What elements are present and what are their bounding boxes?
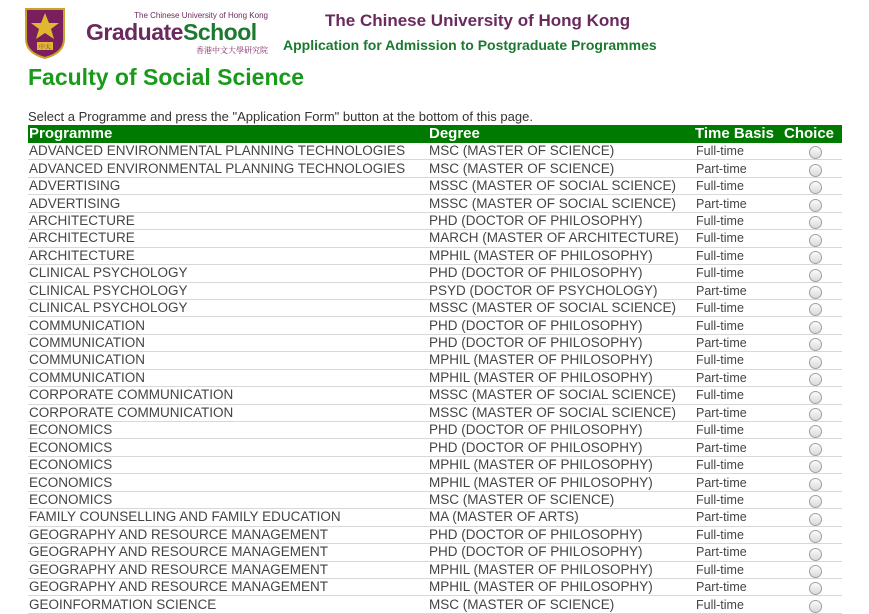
programme-cell: FAMILY COUNSELLING AND FAMILY EDUCATION — [28, 509, 428, 526]
table-row — [28, 160, 842, 177]
logo-main-text-school: School — [182, 19, 257, 45]
programme-cell: CLINICAL PSYCHOLOGY — [28, 299, 428, 316]
choice-cell — [783, 317, 842, 334]
choice-cell — [783, 177, 842, 194]
table-row — [28, 317, 842, 334]
programme-choice-radio[interactable] — [809, 286, 822, 299]
table-row — [28, 352, 842, 369]
choice-cell — [783, 265, 842, 282]
programme-choice-radio[interactable] — [809, 408, 822, 421]
instruction-text: Select a Programme and press the "Application Form" button at the bottom of this page. — [28, 109, 533, 124]
programme-cell: ECONOMICS — [28, 474, 428, 491]
table-row — [28, 544, 842, 561]
table-header-row — [28, 125, 842, 143]
choice-cell — [783, 456, 842, 473]
programme-cell: GEOGRAPHY AND RESOURCE MANAGEMENT — [28, 561, 428, 578]
programme-choice-radio[interactable] — [809, 460, 822, 473]
table-body — [28, 143, 842, 613]
choice-cell — [783, 160, 842, 177]
table-row — [28, 509, 842, 526]
programme-choice-radio[interactable] — [809, 530, 822, 543]
choice-cell — [783, 404, 842, 421]
programme-choice-radio[interactable] — [809, 391, 822, 404]
programme-cell: CLINICAL PSYCHOLOGY — [28, 282, 428, 299]
choice-cell — [783, 561, 842, 578]
choice-cell — [783, 334, 842, 351]
table-row — [28, 491, 842, 508]
degree-cell: MSSC (MASTER OF SOCIAL SCIENCE) — [428, 195, 694, 212]
time-basis-cell: Full-time — [694, 526, 783, 543]
programme-cell: COMMUNICATION — [28, 369, 428, 386]
svg-text:GraduateSchool — [86, 19, 257, 45]
programme-choice-radio[interactable] — [809, 373, 822, 386]
time-basis-cell: Part-time — [694, 544, 783, 561]
programme-choice-radio[interactable] — [809, 600, 822, 613]
degree-cell: MSSC (MASTER OF SOCIAL SCIENCE) — [428, 299, 694, 316]
programme-choice-radio[interactable] — [809, 303, 822, 316]
programme-choice-radio[interactable] — [809, 478, 822, 491]
degree-cell: PHD (DOCTOR OF PHILOSOPHY) — [428, 439, 694, 456]
choice-cell — [783, 578, 842, 595]
time-basis-cell: Part-time — [694, 474, 783, 491]
logo-chinese-text: 香港中文大學研究院 — [196, 46, 268, 55]
programme-cell: ADVERTISING — [28, 177, 428, 194]
time-basis-cell: Full-time — [694, 456, 783, 473]
programme-table — [28, 125, 842, 614]
programme-choice-radio[interactable] — [809, 181, 822, 194]
programme-cell: CLINICAL PSYCHOLOGY — [28, 265, 428, 282]
programme-cell: ADVANCED ENVIRONMENTAL PLANNING TECHNOLOGIES — [28, 143, 428, 160]
programme-cell: GEOGRAPHY AND RESOURCE MANAGEMENT — [28, 578, 428, 595]
choice-cell — [783, 282, 842, 299]
logo-main-text-graduate: Graduate — [86, 19, 183, 45]
programme-choice-radio[interactable] — [809, 321, 822, 334]
choice-cell — [783, 369, 842, 386]
time-basis-cell: Full-time — [694, 596, 783, 613]
degree-cell: MPHIL (MASTER OF PHILOSOPHY) — [428, 456, 694, 473]
choice-cell — [783, 212, 842, 229]
table-row — [28, 177, 842, 194]
choice-cell — [783, 544, 842, 561]
choice-cell — [783, 439, 842, 456]
time-basis-cell: Full-time — [694, 561, 783, 578]
time-basis-cell: Part-time — [694, 282, 783, 299]
degree-cell: MPHIL (MASTER OF PHILOSOPHY) — [428, 578, 694, 595]
time-basis-cell: Full-time — [694, 247, 783, 264]
table-row — [28, 195, 842, 212]
degree-cell: PHD (DOCTOR OF PHILOSOPHY) — [428, 544, 694, 561]
degree-cell: MSC (MASTER OF SCIENCE) — [428, 596, 694, 613]
table-row — [28, 282, 842, 299]
choice-cell — [783, 474, 842, 491]
choice-cell — [783, 195, 842, 212]
programme-cell: ARCHITECTURE — [28, 247, 428, 264]
programme-choice-radio[interactable] — [809, 164, 822, 177]
table-row — [28, 456, 842, 473]
column-header-degree: Degree — [428, 125, 694, 143]
table-row — [28, 387, 842, 404]
table-row — [28, 143, 842, 160]
degree-cell: PSYD (DOCTOR OF PSYCHOLOGY) — [428, 282, 694, 299]
programme-cell: ADVERTISING — [28, 195, 428, 212]
degree-cell: MPHIL (MASTER OF PHILOSOPHY) — [428, 247, 694, 264]
programme-choice-radio[interactable] — [809, 548, 822, 561]
programme-cell: ARCHITECTURE — [28, 212, 428, 229]
programme-cell: ECONOMICS — [28, 491, 428, 508]
programme-choice-radio[interactable] — [809, 338, 822, 351]
choice-cell — [783, 352, 842, 369]
column-header-choice: Choice — [783, 125, 842, 143]
degree-cell: MSC (MASTER OF SCIENCE) — [428, 143, 694, 160]
programme-choice-radio[interactable] — [809, 565, 822, 578]
choice-cell — [783, 299, 842, 316]
column-header-programme: Programme — [28, 125, 428, 143]
programme-choice-radio[interactable] — [809, 356, 822, 369]
degree-cell: MSC (MASTER OF SCIENCE) — [428, 160, 694, 177]
page-header — [0, 0, 869, 62]
programme-choice-radio[interactable] — [809, 443, 822, 456]
table-row — [28, 561, 842, 578]
table-row — [28, 578, 842, 595]
time-basis-cell: Full-time — [694, 387, 783, 404]
time-basis-cell: Part-time — [694, 334, 783, 351]
degree-cell: MARCH (MASTER OF ARCHITECTURE) — [428, 230, 694, 247]
table-row — [28, 422, 842, 439]
degree-cell: MPHIL (MASTER OF PHILOSOPHY) — [428, 474, 694, 491]
time-basis-cell: Full-time — [694, 143, 783, 160]
programme-choice-radio[interactable] — [809, 234, 822, 247]
time-basis-cell: Part-time — [694, 439, 783, 456]
degree-cell: MSSC (MASTER OF SOCIAL SCIENCE) — [428, 387, 694, 404]
programme-choice-radio[interactable] — [809, 269, 822, 282]
degree-cell: PHD (DOCTOR OF PHILOSOPHY) — [428, 212, 694, 229]
logo-small-text: The Chinese University of Hong Kong — [134, 11, 268, 20]
programme-cell: ECONOMICS — [28, 439, 428, 456]
table-row — [28, 474, 842, 491]
table-row — [28, 439, 842, 456]
table-row — [28, 299, 842, 316]
programme-choice-radio[interactable] — [809, 251, 822, 264]
programme-cell: COMMUNICATION — [28, 352, 428, 369]
choice-cell — [783, 230, 842, 247]
time-basis-cell: Part-time — [694, 404, 783, 421]
table-row — [28, 369, 842, 386]
choice-cell — [783, 387, 842, 404]
time-basis-cell: Full-time — [694, 265, 783, 282]
degree-cell: PHD (DOCTOR OF PHILOSOPHY) — [428, 422, 694, 439]
time-basis-cell: Part-time — [694, 578, 783, 595]
time-basis-cell: Part-time — [694, 195, 783, 212]
time-basis-cell: Full-time — [694, 317, 783, 334]
graduate-school-logo — [22, 5, 274, 59]
faculty-title: Faculty of Social Science — [28, 64, 305, 90]
svg-text:中大: 中大 — [38, 44, 52, 51]
time-basis-cell: Full-time — [694, 491, 783, 508]
programme-cell: GEOINFORMATION SCIENCE — [28, 596, 428, 613]
programme-cell: ARCHITECTURE — [28, 230, 428, 247]
degree-cell: PHD (DOCTOR OF PHILOSOPHY) — [428, 265, 694, 282]
degree-cell: MPHIL (MASTER OF PHILOSOPHY) — [428, 561, 694, 578]
time-basis-cell: Full-time — [694, 230, 783, 247]
time-basis-cell: Part-time — [694, 509, 783, 526]
cuhk-crest-icon — [26, 9, 64, 58]
choice-cell — [783, 509, 842, 526]
table-row — [28, 404, 842, 421]
programme-choice-radio[interactable] — [809, 216, 822, 229]
degree-cell: PHD (DOCTOR OF PHILOSOPHY) — [428, 526, 694, 543]
choice-cell — [783, 491, 842, 508]
programme-cell: ECONOMICS — [28, 422, 428, 439]
time-basis-cell: Full-time — [694, 212, 783, 229]
programme-cell: CORPORATE COMMUNICATION — [28, 404, 428, 421]
table-row — [28, 526, 842, 543]
programme-cell: COMMUNICATION — [28, 317, 428, 334]
degree-cell: PHD (DOCTOR OF PHILOSOPHY) — [428, 334, 694, 351]
programme-cell: ADVANCED ENVIRONMENTAL PLANNING TECHNOLOGIES — [28, 160, 428, 177]
table-row — [28, 212, 842, 229]
time-basis-cell: Full-time — [694, 352, 783, 369]
time-basis-cell: Part-time — [694, 160, 783, 177]
degree-cell: MSSC (MASTER OF SOCIAL SCIENCE) — [428, 177, 694, 194]
programme-cell: ECONOMICS — [28, 456, 428, 473]
table-row — [28, 247, 842, 264]
programme-cell: CORPORATE COMMUNICATION — [28, 387, 428, 404]
programme-cell: GEOGRAPHY AND RESOURCE MANAGEMENT — [28, 526, 428, 543]
programme-choice-radio[interactable] — [809, 513, 822, 526]
table-row — [28, 265, 842, 282]
programme-choice-radio[interactable] — [809, 582, 822, 595]
choice-cell — [783, 526, 842, 543]
university-title: The Chinese University of Hong Kong — [325, 11, 631, 30]
choice-cell — [783, 143, 842, 160]
time-basis-cell: Full-time — [694, 177, 783, 194]
degree-cell: MPHIL (MASTER OF PHILOSOPHY) — [428, 369, 694, 386]
programme-choice-radio[interactable] — [809, 199, 822, 212]
programme-cell: GEOGRAPHY AND RESOURCE MANAGEMENT — [28, 544, 428, 561]
programme-choice-radio[interactable] — [809, 495, 822, 508]
choice-cell — [783, 422, 842, 439]
application-title: Application for Admission to Postgraduate Programmes — [283, 37, 657, 53]
degree-cell: PHD (DOCTOR OF PHILOSOPHY) — [428, 317, 694, 334]
degree-cell: MA (MASTER OF ARTS) — [428, 509, 694, 526]
time-basis-cell: Full-time — [694, 422, 783, 439]
degree-cell: MSSC (MASTER OF SOCIAL SCIENCE) — [428, 404, 694, 421]
column-header-time-basis: Time Basis — [694, 125, 783, 143]
table-row — [28, 334, 842, 351]
time-basis-cell: Part-time — [694, 369, 783, 386]
table-row — [28, 230, 842, 247]
programme-choice-radio[interactable] — [809, 425, 822, 438]
degree-cell: MSC (MASTER OF SCIENCE) — [428, 491, 694, 508]
programme-cell: COMMUNICATION — [28, 334, 428, 351]
programme-choice-radio[interactable] — [809, 146, 822, 159]
choice-cell — [783, 247, 842, 264]
degree-cell: MPHIL (MASTER OF PHILOSOPHY) — [428, 352, 694, 369]
time-basis-cell: Full-time — [694, 299, 783, 316]
